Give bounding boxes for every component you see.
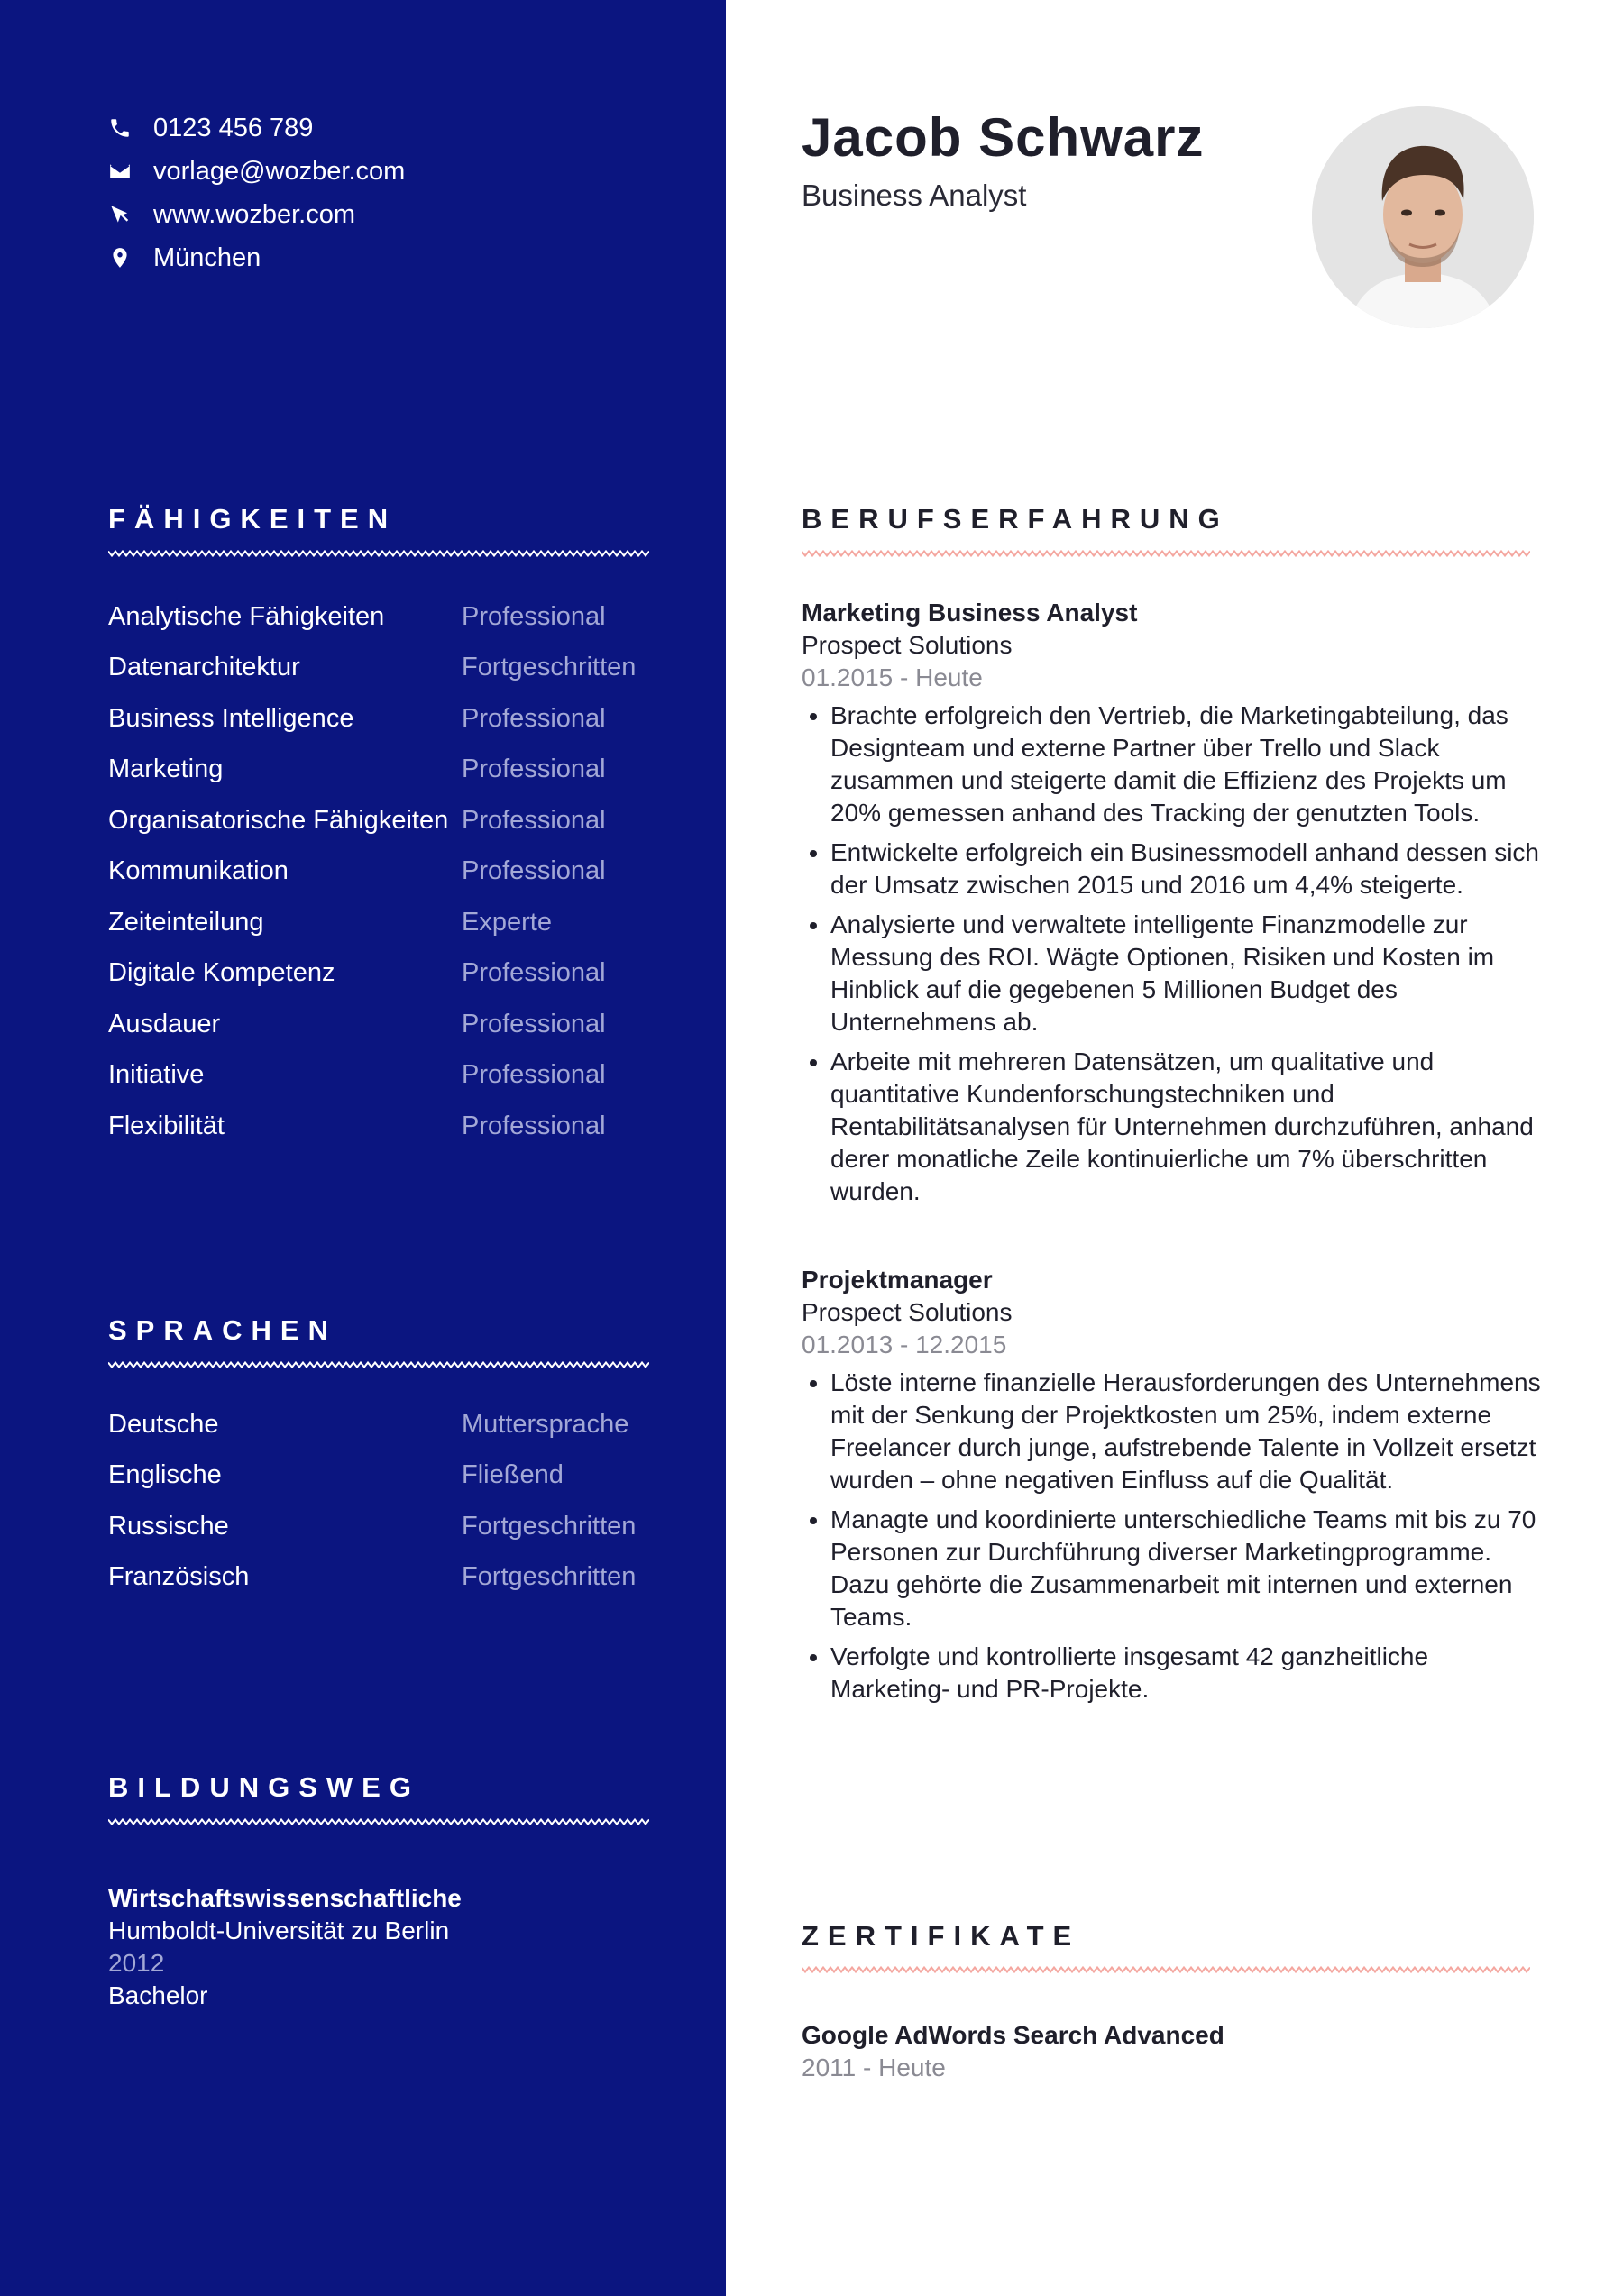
languages-heading-underline xyxy=(108,1358,649,1371)
skill-level: Professional xyxy=(462,856,606,886)
language-name: Französisch xyxy=(108,1562,250,1592)
job-bullet: • Brachte erfolgreich den Vertrieb, die Marketingabteilung, das Designteam und externe Partner über Trello und Slack zusammen und steigerte damit die Effizienz des Projekts um 20% gemessen anhand des Tracking der genutzten Tools. xyxy=(830,700,1541,829)
job-dates: 01.2015 - Heute xyxy=(802,663,983,691)
language-row xyxy=(108,1450,636,1502)
education-heading-underline xyxy=(108,1816,649,1828)
language-level: Fortgeschritten xyxy=(462,1562,637,1592)
sidebar xyxy=(0,0,726,2296)
skill-name: Flexibilität xyxy=(108,1111,225,1140)
skill-row xyxy=(108,948,636,1000)
language-name: Russische xyxy=(108,1511,229,1541)
education-school: Humboldt-Universität zu Berlin xyxy=(108,1916,450,1944)
job-bullet: • Analysierte und verwaltete intelligente Finanzmodelle zur Messung des ROI. Wägte Optionen, Risiken und Kosten im Hinblick auf die gegebenen 5 Millionen Budget des Unternehmens ab. xyxy=(830,909,1541,1038)
mail-icon xyxy=(108,160,132,183)
skill-name: Organisatorische Fähigkeiten xyxy=(108,805,449,835)
skill-name: Business Intelligence xyxy=(108,703,354,733)
skill-name: Ausdauer xyxy=(108,1009,221,1038)
candidate-role: Business Analyst xyxy=(802,178,1027,212)
skill-name: Kommunikation xyxy=(108,856,289,886)
certificate-dates: 2011 - Heute xyxy=(802,2054,946,2081)
skill-level: Professional xyxy=(462,1060,606,1090)
skill-name: Digitale Kompetenz xyxy=(108,958,335,988)
language-row xyxy=(108,1501,636,1552)
skill-level: Professional xyxy=(462,805,606,835)
skill-name: Zeiteinteilung xyxy=(108,907,264,937)
contact-website[interactable] xyxy=(108,193,405,236)
skill-row xyxy=(108,897,636,948)
skills-list xyxy=(108,591,636,1152)
skill-row xyxy=(108,643,636,694)
contact-phone[interactable] xyxy=(108,106,405,150)
language-name: Deutsche xyxy=(108,1409,219,1439)
phone-text: 0123 456 789 xyxy=(153,113,314,142)
skill-row xyxy=(108,591,636,643)
skill-row xyxy=(108,846,636,898)
skill-level: Professional xyxy=(462,1009,606,1038)
language-level: Fließend xyxy=(462,1460,564,1490)
language-row xyxy=(108,1552,636,1604)
experience-heading: BERUFSERFAHRUNG xyxy=(802,503,1229,535)
education-level: Bachelor xyxy=(108,1981,208,2009)
skill-name: Datenarchitektur xyxy=(108,653,300,682)
job-bullet: • Managte und koordinierte unterschiedliche Teams mit bis zu 70 Personen zur Durchführung diverser Marketingprogramme. Dazu gehörte die Zusammenarbeit mit internen und externen Teams. xyxy=(830,1504,1541,1633)
certificates-heading-underline xyxy=(802,1963,1530,1976)
certificate-entry xyxy=(802,2019,1224,2084)
main-content xyxy=(726,0,1623,2296)
language-row xyxy=(108,1399,636,1450)
skill-level: Professional xyxy=(462,1111,606,1140)
skills-heading: FÄHIGKEITEN xyxy=(108,503,398,535)
profile-portrait-icon xyxy=(1312,106,1534,328)
skill-row xyxy=(108,745,636,796)
language-name: Englische xyxy=(108,1460,222,1490)
skill-level: Professional xyxy=(462,755,606,784)
skill-row xyxy=(108,795,636,846)
skill-level: Professional xyxy=(462,703,606,733)
language-level: Muttersprache xyxy=(462,1409,629,1439)
job-bullet: • Arbeite mit mehreren Datensätzen, um qualitative und quantitative Kundenforschungstechniken und Rentabilitätsanalysen für Unternehmen durchzuführen, anhand derer monatliche Zeile kontinuierliche um 7% überschritten wurden. xyxy=(830,1046,1541,1208)
education-entry xyxy=(108,1882,462,2012)
certificates-heading: ZERTIFIKATE xyxy=(802,1920,1081,1952)
contact-list xyxy=(108,106,405,279)
job-dates: 01.2013 - 12.2015 xyxy=(802,1331,1007,1358)
language-level: Fortgeschritten xyxy=(462,1511,637,1541)
job-entry xyxy=(802,597,1541,1215)
skill-level: Fortgeschritten xyxy=(462,653,637,682)
skill-name: Initiative xyxy=(108,1060,205,1090)
experience-heading-underline xyxy=(802,547,1530,560)
job-bullet: • Löste interne finanzielle Herausforderungen des Unternehmens mit der Senkung der Projektkosten um 25%, indem externe Freelancer durch junge, aufstrebende Talente in Vollzeit ersetzt wurden – ohne negativen Einfluss auf die Qualität. xyxy=(830,1367,1541,1496)
skill-row xyxy=(108,999,636,1050)
job-title: Marketing Business Analyst xyxy=(802,599,1138,627)
languages-list xyxy=(108,1399,636,1603)
education-heading: BILDUNGSWEG xyxy=(108,1771,420,1803)
job-bullets xyxy=(802,700,1541,1208)
candidate-name: Jacob Schwarz xyxy=(802,107,1205,168)
cursor-icon xyxy=(108,203,132,226)
skill-row xyxy=(108,1050,636,1102)
skill-level: Experte xyxy=(462,907,552,937)
job-bullets xyxy=(802,1367,1541,1706)
skills-heading-underline xyxy=(108,547,649,560)
contact-email[interactable] xyxy=(108,150,405,193)
skill-level: Professional xyxy=(462,958,606,988)
website-text: www.wozber.com xyxy=(153,199,356,229)
profile-photo xyxy=(1312,106,1534,328)
location-text: München xyxy=(153,242,261,272)
certificate-name: Google AdWords Search Advanced xyxy=(802,2021,1224,2049)
job-company: Prospect Solutions xyxy=(802,1298,1013,1326)
email-text: vorlage@wozber.com xyxy=(153,156,406,186)
education-year: 2012 xyxy=(108,1949,165,1977)
skill-row xyxy=(108,1101,636,1152)
skill-level: Professional xyxy=(462,601,606,631)
languages-heading: SPRACHEN xyxy=(108,1314,337,1346)
job-bullet: • Entwickelte erfolgreich ein Businessmodell anhand dessen sich der Umsatz zwischen 2015 und 2016 um 4,4% steigerte. xyxy=(830,837,1541,901)
job-entry xyxy=(802,1264,1541,1713)
skill-row xyxy=(108,693,636,745)
job-bullet: • Verfolgte und kontrollierte insgesamt 42 ganzheitliche Marketing- und PR-Projekte. xyxy=(830,1641,1541,1706)
job-title: Projektmanager xyxy=(802,1266,993,1294)
job-company: Prospect Solutions xyxy=(802,631,1013,659)
skill-name: Analytische Fähigkeiten xyxy=(108,601,385,631)
skill-name: Marketing xyxy=(108,755,224,784)
contact-location xyxy=(108,236,405,279)
phone-icon xyxy=(108,116,132,140)
education-degree: Wirtschaftswissenschaftliche xyxy=(108,1884,462,1912)
location-pin-icon xyxy=(108,246,132,270)
